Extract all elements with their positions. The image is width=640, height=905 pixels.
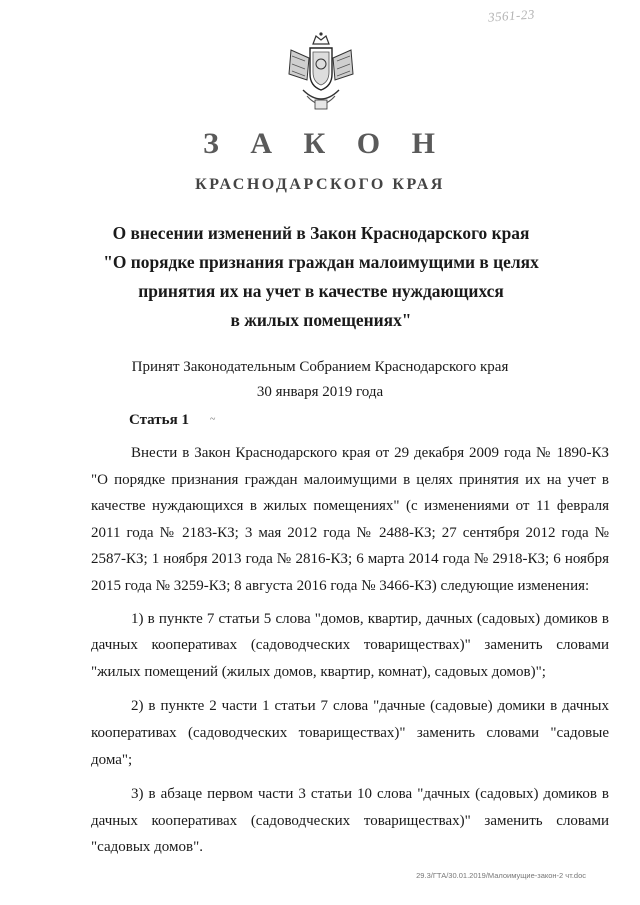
document-title-line: в жилых помещениях" xyxy=(230,310,412,330)
file-reference: 29.3/ГТА/30.01.2019/Малоимущие-закон-2 чт.doc xyxy=(416,871,586,880)
document-title xyxy=(90,219,552,335)
article-paragraph: Внести в Закон Краснодарского края от 29 декабря 2009 года № 1890-КЗ "О порядке признания граждан малоимущими в целях принятия их на учет в качестве нуждающихся в жилых помещениях" (с изменениями от 11 февраля 2011 года № 2183-КЗ; 3 мая 2012 года № 2488-КЗ; 27 сентября 2012 года № 2587-КЗ; 1 ноября 2013 года № 2816-КЗ; 6 марта 2014 года № 2918-КЗ; 6 ноября 2015 года № 3259-КЗ; 8 августа 2016 года № 3466-КЗ) следующие изменения: xyxy=(91,445,609,594)
adoption-date: 30 января 2019 года xyxy=(256,384,384,400)
adoption-body: Принят Законодательным Собранием Краснодарского края xyxy=(131,359,509,375)
pen-mark: ~ xyxy=(210,414,216,425)
amendment-item: 2) в пункте 2 части 1 статьи 7 слова "дачные (садовые) домики в дачных кооперативах (садоводческих товариществах)" заменить словами "садовые дома"; xyxy=(91,698,609,768)
coat-of-arms-icon xyxy=(283,30,359,116)
article-body xyxy=(91,440,609,869)
document-title-line: О внесении изменений в Закон Краснодарского края xyxy=(112,223,530,243)
law-heading: З А К О Н xyxy=(203,127,447,160)
article-heading: Статья 1 xyxy=(129,412,189,428)
amendment-item: 1) в пункте 7 статьи 5 слова "домов, квартир, дачных (садовых) домиков в дачных кооперативах (садоводческих товариществах)" заменить словами "жилых помещений (жилых домов, квартир, комнат), садовых домов)"; xyxy=(91,610,609,680)
region-heading: КРАСНОДАРСКОГО КРАЯ xyxy=(195,176,445,193)
handwritten-registration-note: 3561-23 xyxy=(487,6,536,25)
document-title-line: принятия их на учет в качестве нуждающихся xyxy=(138,281,504,301)
amendment-item: 3) в абзаце первом части 3 статьи 10 слова "дачных (садовых) домиков в дачных кооперативах (садоводческих товариществах)" заменить словами "садовых домов". xyxy=(91,786,609,856)
document-title-line: "О порядке признания граждан малоимущими в целях xyxy=(103,252,539,272)
adoption-block xyxy=(0,355,640,405)
